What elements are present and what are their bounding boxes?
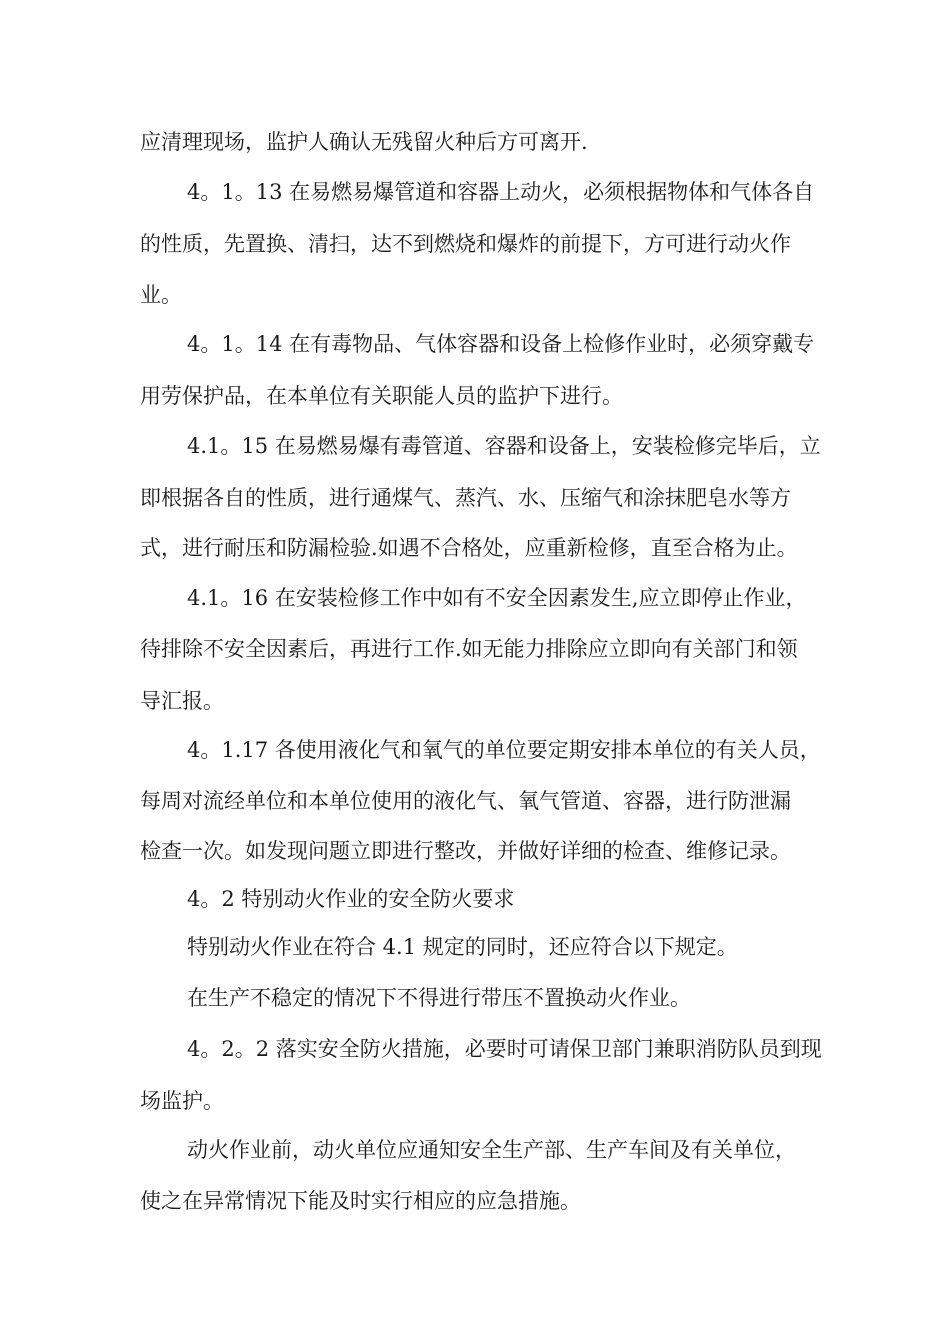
paragraph-line: 场监护。 [140, 1089, 224, 1113]
paragraph-line: 式，进行耐压和防漏检验.如遇不合格处，应重新检修，直至合格为止。 [140, 536, 798, 560]
paragraph-line: 用劳保护品，在本单位有关职能人员的监护下进行。 [140, 384, 623, 408]
paragraph-line: 导汇报。 [140, 689, 224, 713]
paragraph-line: 待排除不安全因素后，再进行工作.如无能力排除应立即向有关部门和领 [140, 637, 798, 661]
paragraph-line: 检查一次。如发现问题立即进行整改，并做好详细的检查、维修记录。 [140, 839, 791, 863]
paragraph-line: 4。1.17 各使用液化气和氧气的单位要定期安排本单位的有关人员， [187, 738, 821, 762]
paragraph-line: 在生产不稳定的情况下不得进行带压不置换动火作业。 [187, 986, 691, 1010]
paragraph-line: 每周对流经单位和本单位使用的液化气、氧气管道、容器，进行防泄漏 [140, 789, 791, 813]
paragraph-line: 动火作业前，动火单位应通知安全生产部、生产车间及有关单位， [187, 1138, 796, 1162]
paragraph-line: 4。1。13 在易燃易爆管道和容器上动火，必须根据物体和气体各自 [187, 180, 815, 204]
paragraph-line: 4。2。2 落实安全防火措施，必要时可请保卫部门兼职消防队员到现 [187, 1037, 822, 1061]
paragraph-line: 即根据各自的性质，进行通煤气、蒸汽、水、压缩气和涂抹肥皂水等方 [140, 486, 791, 510]
paragraph-line: 4.1。15 在易燃易爆有毒管道、容器和设备上，安装检修完毕后，立 [187, 434, 821, 458]
paragraph-line: 使之在异常情况下能及时实行相应的应急措施。 [140, 1189, 581, 1213]
paragraph-line: 特别动火作业在符合 4.1 规定的同时，还应符合以下规定。 [187, 935, 738, 959]
paragraph-line: 4。1。14 在有毒物品、气体容器和设备上检修作业时，必须穿戴专 [187, 332, 815, 356]
paragraph-line: 应清理现场，监护人确认无残留火种后方可离开. [140, 130, 588, 154]
paragraph-line: 的性质，先置换、清扫，达不到燃烧和爆炸的前提下，方可进行动火作 [140, 232, 791, 256]
section-heading: 4。2 特别动火作业的安全防火要求 [187, 887, 515, 911]
paragraph-line: 业。 [140, 283, 182, 307]
paragraph-line: 4.1。16 在安装检修工作中如有不安全因素发生,应立即停止作业， [187, 586, 807, 610]
